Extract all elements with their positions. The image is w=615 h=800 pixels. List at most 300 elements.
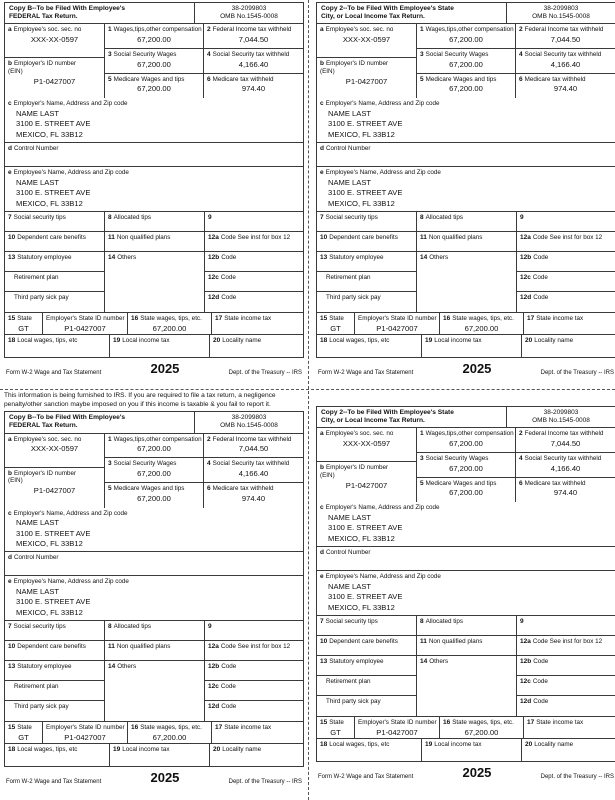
box-15-label: State [17, 315, 32, 323]
box-13-statutory-employee[interactable] [5, 661, 104, 681]
box-18-number: 18 [320, 741, 328, 749]
box-16-value: 67,200.00 [152, 732, 187, 742]
box-12d-number: 12d [520, 294, 532, 302]
employer-state-id-value: P1-0427007 [376, 727, 418, 737]
box-18-local-wages[interactable] [5, 335, 110, 357]
box-10-dependent-care[interactable] [317, 636, 417, 656]
box-b-label: Employer's ID number [325, 60, 389, 68]
box-9[interactable] [205, 212, 303, 232]
box-3-number: 3 [420, 455, 424, 463]
box-13-third-party-sick-pay[interactable] [317, 696, 416, 716]
identity-and-money-grid [317, 428, 615, 502]
box-e-number: e [8, 169, 12, 177]
box-13-retirement-label: Retirement plan [14, 274, 59, 282]
box-3-label: Social Security Wages [113, 51, 177, 59]
box-7-ss-tips[interactable] [317, 212, 417, 232]
header-ein-omb [507, 407, 615, 427]
box-e-employee-address[interactable] [317, 571, 615, 616]
box-19-label: Local income tax [122, 337, 170, 345]
box-17-number: 17 [527, 315, 535, 323]
box-2-federal-tax[interactable] [516, 24, 615, 49]
box-8-number: 8 [108, 623, 112, 631]
employer-name: NAME LAST [328, 109, 372, 119]
box-12d-code[interactable] [517, 292, 615, 312]
box-12b-number: 12b [520, 254, 532, 262]
box-19-label: Local income tax [434, 337, 482, 345]
box-a-ssn[interactable] [5, 434, 104, 468]
box-d-number: d [8, 554, 12, 562]
box-2-number: 2 [519, 26, 523, 34]
box-20-label: Locality name [534, 337, 574, 345]
copy-title [5, 3, 195, 23]
box-9[interactable] [517, 616, 615, 636]
box-c-employer-address[interactable] [5, 508, 303, 553]
box-18-local-wages[interactable] [317, 335, 422, 357]
identity-column [5, 24, 105, 98]
box-20-locality-name[interactable] [522, 739, 615, 761]
box-e-employee-address[interactable] [5, 167, 303, 212]
box-13-statutory-employee[interactable] [317, 656, 416, 676]
box-2-label: Federal Income tax withheld [524, 430, 604, 438]
box-15-state[interactable] [317, 313, 355, 335]
box-8-allocated-tips[interactable] [417, 616, 517, 636]
box-b-ein[interactable] [5, 58, 104, 98]
form-footer [4, 358, 304, 376]
box-17-label: State income tax [536, 315, 584, 323]
identity-and-money-grid [317, 24, 615, 98]
header-omb: OMB No.1545-0008 [532, 13, 590, 21]
box-13-retirement-plan[interactable] [5, 681, 104, 701]
box-19-local-income-tax[interactable] [422, 739, 522, 761]
box-13-column [5, 661, 105, 721]
box-6-label: Medicare tax withheld [212, 484, 274, 492]
box-11-number: 11 [108, 643, 115, 651]
box-18-label: Local wages, tips, etc [329, 741, 390, 749]
box-5-medicare-wages[interactable] [417, 478, 516, 503]
box-9-number: 9 [208, 623, 212, 631]
row-boxes-7-8-9 [5, 621, 303, 641]
box-4-value: 4,166.40 [550, 463, 581, 473]
box-16-label: State wages, tips, etc. [452, 719, 514, 727]
box-12a-label: Code See inst for box 12 [220, 234, 291, 242]
employer-name: NAME LAST [16, 109, 60, 119]
box-12bcd-column [517, 656, 615, 716]
box-6-medicare-tax[interactable] [516, 478, 615, 503]
box-17-state-income-tax[interactable] [212, 722, 303, 744]
box-b-ein[interactable] [5, 468, 104, 508]
box-18-label: Local wages, tips, etc [17, 337, 78, 345]
box-7-ss-tips[interactable] [5, 212, 105, 232]
box-11-non-qualified[interactable] [417, 636, 517, 656]
box-20-locality-name[interactable] [210, 335, 303, 357]
box-b-sublabel: (EIN) [320, 472, 335, 479]
money-row-3-4 [417, 453, 615, 478]
box-4-ss-tax[interactable] [204, 49, 303, 74]
box-3-number: 3 [420, 51, 424, 59]
box-d-label: Control Number [325, 549, 371, 557]
box-18-local-wages[interactable] [317, 739, 422, 761]
box-8-allocated-tips[interactable] [105, 621, 205, 641]
box-b-sublabel: (EIN) [8, 477, 23, 485]
box-16-value: 67,200.00 [464, 323, 499, 333]
box-12a-code[interactable] [205, 641, 303, 661]
box-e-label: Employee's Name, Address and Zip code [325, 573, 441, 581]
box-c-employer-address[interactable] [317, 502, 615, 547]
money-row-3-4 [417, 49, 615, 74]
box-14-others[interactable] [105, 661, 205, 721]
row-boxes-18-19-20 [5, 744, 303, 766]
box-3-ss-wages[interactable] [417, 49, 516, 74]
box-3-value: 67,200.00 [137, 468, 171, 478]
box-7-number: 7 [320, 618, 324, 626]
w2-form [4, 411, 304, 767]
box-4-number: 4 [207, 460, 211, 468]
box-17-state-income-tax[interactable] [524, 313, 615, 335]
box-13-label: Statutory employee [17, 663, 72, 671]
employer-street: 3100 E. STREET AVE [16, 528, 91, 538]
box-12b-label: Code [533, 658, 549, 666]
box-1-wages[interactable] [417, 428, 516, 453]
box-11-number: 11 [420, 638, 427, 646]
box-19-local-income-tax[interactable] [110, 335, 210, 357]
box-d-control-number[interactable] [5, 552, 303, 576]
box-b-ein[interactable] [317, 58, 416, 98]
tax-year: 2025 [150, 361, 180, 377]
money-row-5-6 [417, 74, 615, 99]
box-8-number: 8 [420, 214, 424, 222]
box-a-ssn[interactable] [5, 24, 104, 58]
box-9-number: 9 [520, 214, 524, 222]
box-5-medicare-wages[interactable] [105, 74, 204, 99]
row-boxes-15-16-17 [5, 721, 303, 744]
box-15-employer-state-id[interactable] [355, 717, 440, 739]
employer-state-id-value: P1-0427007 [376, 323, 418, 333]
box-a-ssn[interactable] [317, 428, 416, 462]
money-row-1-2 [105, 434, 303, 459]
box-9[interactable] [517, 212, 615, 232]
box-6-medicare-tax[interactable] [204, 483, 303, 508]
box-13-retirement-label: Retirement plan [14, 683, 59, 691]
box-12d-label: Code [221, 294, 237, 302]
box-3-ss-wages[interactable] [105, 458, 204, 483]
box-b-label: Employer's ID number [13, 60, 77, 68]
employer-street: 3100 E. STREET AVE [328, 523, 403, 533]
box-17-label: State income tax [224, 315, 272, 323]
box-14-label: Others [117, 254, 137, 262]
box-c-label: Employer's Name, Address and Zip code [325, 504, 440, 512]
employer-state-id-label: Employer's State ID number [358, 315, 437, 323]
box-5-medicare-wages[interactable] [417, 74, 516, 99]
box-8-label: Allocated tips [113, 214, 152, 222]
copy-title [317, 407, 507, 427]
identity-and-money-grid [5, 24, 303, 98]
box-e-employee-address[interactable] [317, 167, 615, 212]
box-d-control-number[interactable] [317, 143, 615, 167]
box-1-wages[interactable] [105, 24, 204, 49]
box-15-employer-state-id[interactable] [43, 722, 128, 744]
box-2-label: Federal Income tax withheld [212, 26, 292, 34]
box-9[interactable] [205, 621, 303, 641]
box-16-number: 16 [131, 315, 139, 323]
header-ein-omb [195, 3, 303, 23]
box-4-ss-tax[interactable] [516, 49, 615, 74]
box-13-statutory-employee[interactable] [5, 252, 104, 272]
box-11-label: Non qualified plans [428, 234, 483, 242]
box-16-state-wages[interactable] [440, 313, 524, 335]
box-13-column [317, 252, 417, 312]
box-16-number: 16 [443, 719, 451, 727]
header-ein-omb [507, 3, 615, 23]
box-18-number: 18 [320, 337, 328, 345]
box-12c-code[interactable] [517, 272, 615, 292]
box-15-state[interactable] [317, 717, 355, 739]
box-6-label: Medicare tax withheld [524, 479, 586, 487]
employer-city: MEXICO, FL 33B12 [16, 539, 83, 549]
box-a-ssn[interactable] [317, 24, 416, 58]
box-c-employer-address[interactable] [5, 98, 303, 143]
box-3-value: 67,200.00 [449, 463, 483, 473]
box-13-retirement-plan[interactable] [317, 272, 416, 292]
box-12b-label: Code [221, 663, 237, 671]
box-13-number: 13 [320, 254, 328, 262]
box-2-federal-tax[interactable] [516, 428, 615, 453]
box-19-local-income-tax[interactable] [110, 744, 210, 766]
box-4-number: 4 [519, 455, 523, 463]
box-4-number: 4 [519, 51, 523, 59]
box-19-number: 19 [425, 337, 433, 345]
row-boxes-18-19-20 [317, 739, 615, 761]
box-12b-label: Code [221, 254, 237, 262]
row-boxes-7-8-9 [5, 212, 303, 232]
row-boxes-13-14-12bcd [317, 252, 615, 312]
box-12c-number: 12c [208, 274, 219, 282]
box-2-number: 2 [207, 435, 211, 443]
box-12c-code[interactable] [517, 676, 615, 696]
header-omb: OMB No.1545-0008 [220, 13, 278, 21]
box-6-number: 6 [519, 75, 523, 83]
box-4-value: 4,166.40 [238, 468, 269, 478]
box-6-number: 6 [207, 75, 211, 83]
box-19-number: 19 [113, 337, 121, 345]
box-3-number: 3 [108, 51, 112, 59]
box-3-label: Social Security Wages [113, 460, 177, 468]
box-3-number: 3 [108, 460, 112, 468]
box-12d-number: 12d [208, 294, 220, 302]
box-12b-code[interactable] [205, 661, 303, 681]
box-13-number: 13 [320, 658, 328, 666]
box-17-value [215, 323, 300, 324]
box-12a-code[interactable] [205, 232, 303, 252]
box-3-label: Social Security Wages [425, 455, 489, 463]
box-1-value: 67,200.00 [137, 444, 171, 454]
box-16-state-wages[interactable] [128, 313, 212, 335]
box-11-non-qualified[interactable] [105, 641, 205, 661]
box-18-label: Local wages, tips, etc [329, 337, 390, 345]
box-b-number: b [8, 60, 12, 68]
box-2-number: 2 [519, 430, 523, 438]
box-8-allocated-tips[interactable] [417, 212, 517, 232]
box-1-label: Wages,tips,other compensation [425, 26, 514, 34]
box-14-others[interactable] [417, 252, 517, 312]
form-header [5, 3, 303, 24]
row-boxes-18-19-20 [317, 335, 615, 357]
box-12b-code[interactable] [205, 252, 303, 272]
row-boxes-13-14-12bcd [5, 661, 303, 721]
box-3-ss-wages[interactable] [105, 49, 204, 74]
box-8-label: Allocated tips [425, 214, 464, 222]
box-14-label: Others [429, 254, 449, 262]
box-13-third-party-sick-pay[interactable] [5, 292, 104, 312]
box-b-number: b [320, 60, 324, 68]
copy-b-federal-top-left [4, 2, 304, 376]
box-15-state[interactable] [5, 722, 43, 744]
box-c-label: Employer's Name, Address and Zip code [13, 509, 128, 517]
box-7-ss-tips[interactable] [5, 621, 105, 641]
box-6-label: Medicare tax withheld [524, 75, 586, 83]
box-1-wages[interactable] [105, 434, 204, 459]
box-b-ein[interactable] [317, 462, 416, 502]
box-13-statutory-employee[interactable] [317, 252, 416, 272]
box-5-medicare-wages[interactable] [105, 483, 204, 508]
box-4-ss-tax[interactable] [516, 453, 615, 478]
box-c-number: c [320, 100, 324, 108]
money-row-5-6 [105, 74, 303, 99]
copy-title-line2: FEDERAL Tax Return. [9, 13, 78, 21]
employer-street: 3100 E. STREET AVE [328, 119, 403, 129]
copy-title-line1: Copy B--To be Filed With Employee's [9, 5, 126, 12]
box-18-local-wages[interactable] [5, 744, 110, 766]
treasury-label: Dept. of the Treasury -- IRS [228, 370, 302, 377]
box-10-dependent-care[interactable] [5, 232, 105, 252]
box-10-dependent-care[interactable] [5, 641, 105, 661]
box-14-others[interactable] [417, 656, 517, 716]
box-13-column [5, 252, 105, 312]
box-7-label: Social security tips [325, 214, 378, 222]
box-15-state[interactable] [5, 313, 43, 335]
box-1-wages[interactable] [417, 24, 516, 49]
box-5-number: 5 [420, 479, 424, 487]
form-header [317, 3, 615, 24]
employer-street: 3100 E. STREET AVE [16, 119, 91, 129]
box-13-label: Statutory employee [329, 254, 384, 262]
box-13-number: 13 [8, 254, 16, 262]
box-12c-code[interactable] [205, 272, 303, 292]
copy-title-line1: Copy B--To be Filed With Employee's [9, 414, 126, 422]
box-10-dependent-care[interactable] [317, 232, 417, 252]
box-3-ss-wages[interactable] [417, 453, 516, 478]
box-b-number: b [8, 469, 12, 477]
box-6-medicare-tax[interactable] [204, 74, 303, 99]
horizontal-cut-line [0, 389, 615, 390]
box-3-label: Social Security Wages [425, 51, 489, 59]
box-16-state-wages[interactable] [128, 722, 212, 744]
box-11-non-qualified[interactable] [417, 232, 517, 252]
box-3-value: 67,200.00 [137, 59, 171, 69]
box-12c-label: Code [220, 274, 236, 282]
box-12c-code[interactable] [205, 681, 303, 701]
box-13-retirement-plan[interactable] [5, 272, 104, 292]
box-20-locality-name[interactable] [210, 744, 303, 766]
box-15-employer-state-id[interactable] [43, 313, 128, 335]
header-ein-omb [195, 412, 303, 432]
box-13-third-party-sick-pay[interactable] [317, 292, 416, 312]
box-8-allocated-tips[interactable] [105, 212, 205, 232]
box-2-federal-tax[interactable] [204, 24, 303, 49]
box-16-number: 16 [131, 724, 139, 732]
box-10-number: 10 [8, 643, 16, 651]
box-14-others[interactable] [105, 252, 205, 312]
box-4-ss-tax[interactable] [204, 458, 303, 483]
box-3-value: 67,200.00 [449, 59, 483, 69]
money-row-5-6 [417, 478, 615, 503]
box-12a-label: Code See inst for box 12 [532, 234, 603, 242]
box-e-number: e [320, 573, 324, 581]
box-6-medicare-tax[interactable] [516, 74, 615, 99]
box-12b-code[interactable] [517, 656, 615, 676]
box-7-number: 7 [8, 214, 12, 222]
box-19-local-income-tax[interactable] [422, 335, 522, 357]
box-12d-code[interactable] [205, 701, 303, 721]
box-e-employee-address[interactable] [5, 576, 303, 621]
box-7-ss-tips[interactable] [317, 616, 417, 636]
box-12b-number: 12b [208, 663, 220, 671]
box-17-state-income-tax[interactable] [212, 313, 303, 335]
box-17-number: 17 [215, 724, 223, 732]
form-name: Form W-2 Wage and Tax Statement [6, 779, 102, 786]
box-16-state-wages[interactable] [440, 717, 524, 739]
box-2-value: 7,044.50 [550, 35, 581, 44]
money-column [105, 24, 303, 98]
box-2-number: 2 [207, 26, 211, 34]
box-17-state-income-tax[interactable] [524, 717, 615, 739]
box-16-value: 67,200.00 [152, 323, 187, 333]
box-5-label: Medicare Wages and tips [425, 75, 497, 83]
box-5-label: Medicare Wages and tips [113, 484, 185, 492]
box-13-retirement-plan[interactable] [317, 676, 416, 696]
box-6-number: 6 [207, 484, 211, 492]
box-16-label: State wages, tips, etc. [140, 315, 202, 323]
box-a-number: a [8, 26, 12, 34]
box-12a-code[interactable] [517, 232, 615, 252]
box-8-number: 8 [108, 214, 112, 222]
w2-form [4, 2, 304, 358]
box-13-sick-label: Third party sick pay [326, 294, 381, 302]
box-12d-number: 12d [208, 703, 220, 711]
box-13-label: Statutory employee [329, 658, 384, 666]
copy-title-line1: Copy 2--To be Filed With Employee's State [321, 409, 454, 416]
box-17-number: 17 [527, 719, 535, 727]
box-12d-code[interactable] [517, 696, 615, 716]
box-20-locality-name[interactable] [522, 335, 615, 357]
box-d-control-number[interactable] [5, 143, 303, 167]
employee-name: NAME LAST [328, 581, 372, 591]
box-15-employer-state-id[interactable] [355, 313, 440, 335]
box-5-number: 5 [420, 75, 424, 83]
box-5-number: 5 [108, 75, 112, 83]
box-11-non-qualified[interactable] [105, 232, 205, 252]
box-c-employer-address[interactable] [317, 98, 615, 143]
box-12b-code[interactable] [517, 252, 615, 272]
w2-form [316, 406, 615, 762]
box-1-value: 67,200.00 [449, 439, 483, 448]
box-13-third-party-sick-pay[interactable] [5, 701, 104, 721]
box-a-label: Employee's soc. sec. no [13, 435, 82, 443]
box-5-label: Medicare Wages and tips [113, 75, 185, 83]
box-12a-code[interactable] [517, 636, 615, 656]
box-d-control-number[interactable] [317, 547, 615, 571]
box-12d-code[interactable] [205, 292, 303, 312]
box-2-federal-tax[interactable] [204, 434, 303, 459]
